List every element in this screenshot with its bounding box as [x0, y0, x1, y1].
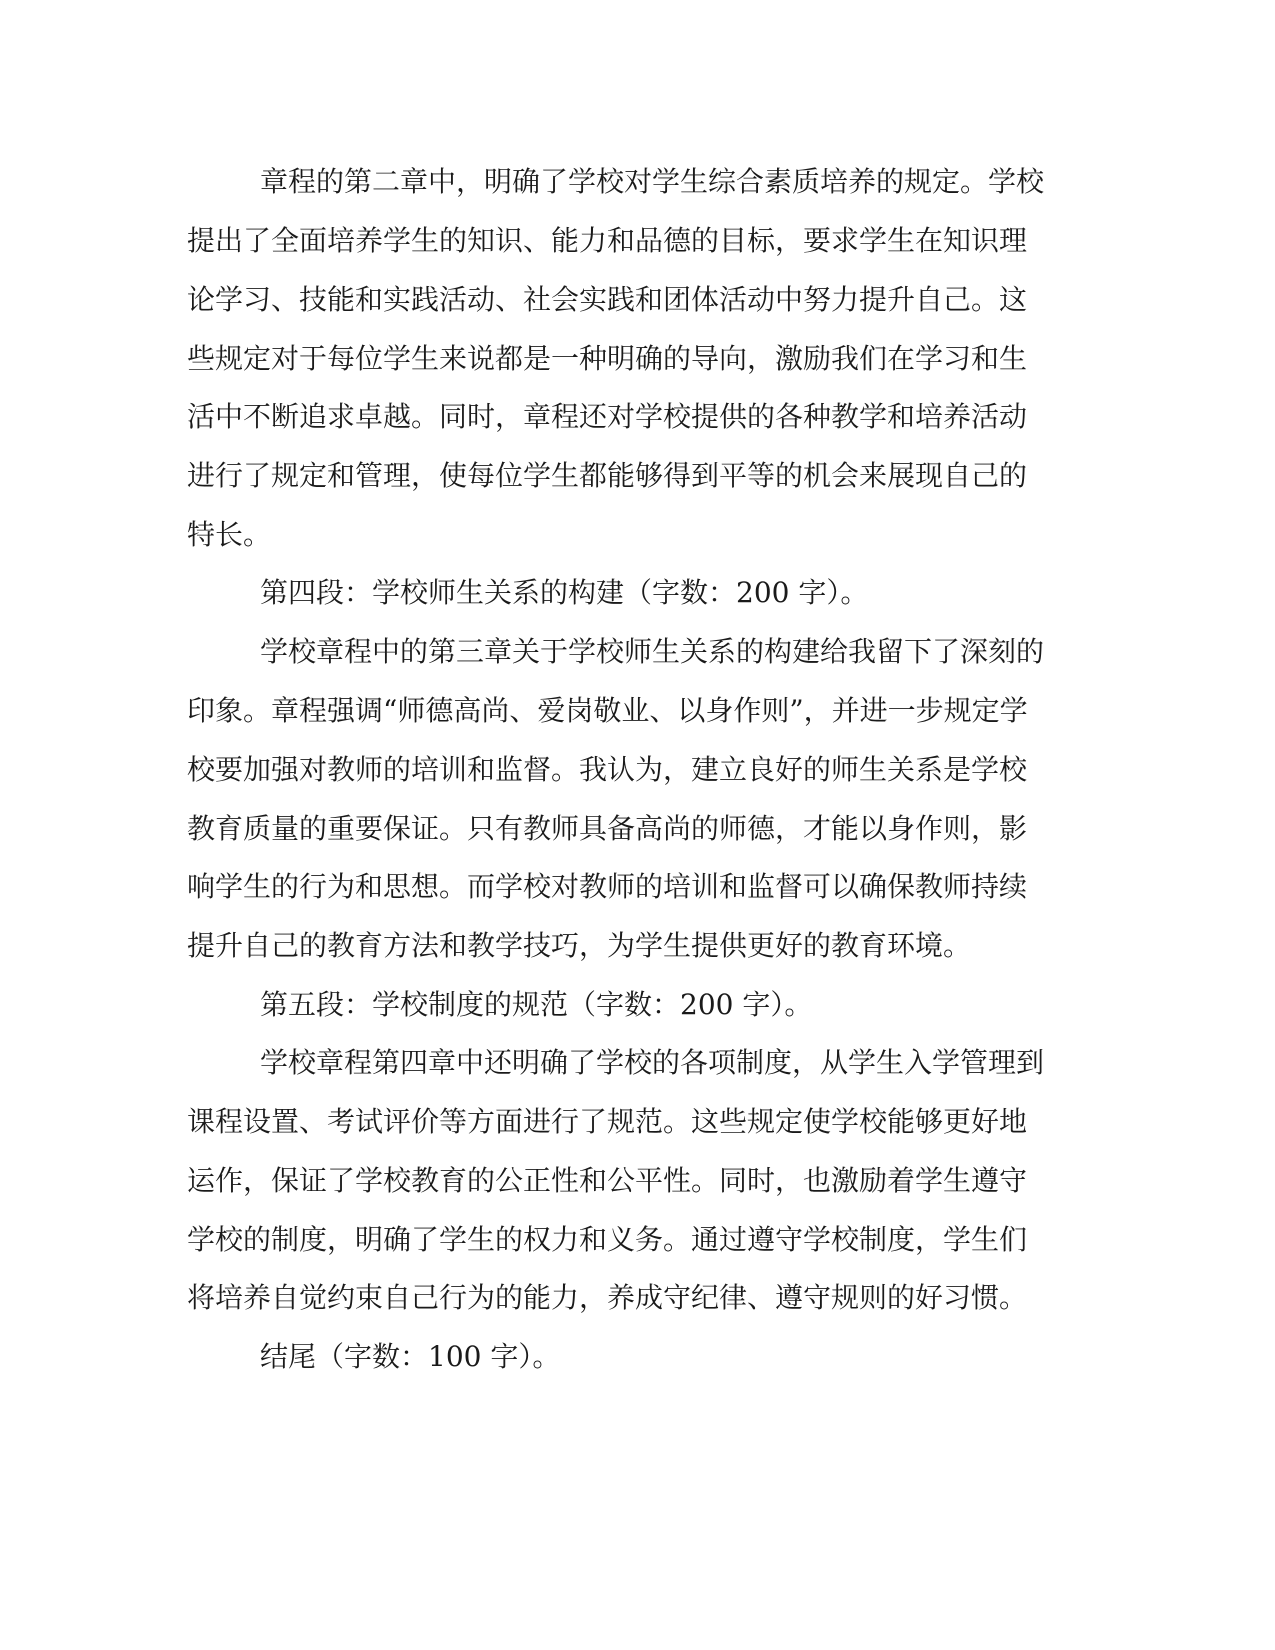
paragraph-line: 进行了规定和管理，使每位学生都能够得到平等的机会来展现自己的: [187, 459, 1028, 492]
paragraph-line: 响学生的行为和思想。而学校对教师的培训和监督可以确保教师持续: [187, 870, 1028, 903]
paragraph-line: 学校章程第四章中还明确了学校的各项制度，从学生入学管理到: [260, 1046, 1045, 1079]
paragraph-line: 提升自己的教育方法和教学技巧，为学生提供更好的教育环境。: [187, 929, 972, 962]
paragraph-line: 活中不断追求卓越。同时，章程还对学校提供的各种教学和培养活动: [187, 400, 1028, 433]
paragraph-line: 教育质量的重要保证。只有教师具备高尚的师德，才能以身作则，影: [187, 812, 1028, 845]
paragraph-line: 印象。章程强调“师德高尚、爱岗敬业、以身作则”，并进一步规定学: [187, 694, 1028, 727]
paragraph-line: 学校章程中的第三章关于学校师生关系的构建给我留下了深刻的: [260, 635, 1045, 668]
paragraph-line: 提出了全面培养学生的知识、能力和品德的目标，要求学生在知识理: [187, 224, 1028, 257]
section-heading: 结尾（字数：100 字）。: [260, 1340, 561, 1373]
paragraph-line: 些规定对于每位学生来说都是一种明确的导向，激励我们在学习和生: [187, 342, 1028, 375]
paragraph-line: 校要加强对教师的培训和监督。我认为，建立良好的师生关系是学校: [187, 753, 1028, 786]
paragraph-line: 学校的制度，明确了学生的权力和义务。通过遵守学校制度，学生们: [187, 1223, 1028, 1256]
paragraph-line: 运作，保证了学校教育的公正性和公平性。同时，也激励着学生遵守: [187, 1164, 1028, 1197]
section-heading: 第四段：学校师生关系的构建（字数：200 字）。: [260, 576, 869, 609]
paragraph-line: 论学习、技能和实践活动、社会实践和团体活动中努力提升自己。这: [187, 283, 1028, 316]
paragraph-line: 将培养自觉约束自己行为的能力，养成守纪律、遵守规则的好习惯。: [187, 1281, 1028, 1314]
paragraph-line: 特长。: [187, 518, 272, 551]
paragraph-line: 章程的第二章中，明确了学校对学生综合素质培养的规定。学校: [260, 165, 1045, 198]
section-heading: 第五段：学校制度的规范（字数：200 字）。: [260, 988, 813, 1021]
paragraph-line: 课程设置、考试评价等方面进行了规范。这些规定使学校能够更好地: [187, 1105, 1028, 1138]
